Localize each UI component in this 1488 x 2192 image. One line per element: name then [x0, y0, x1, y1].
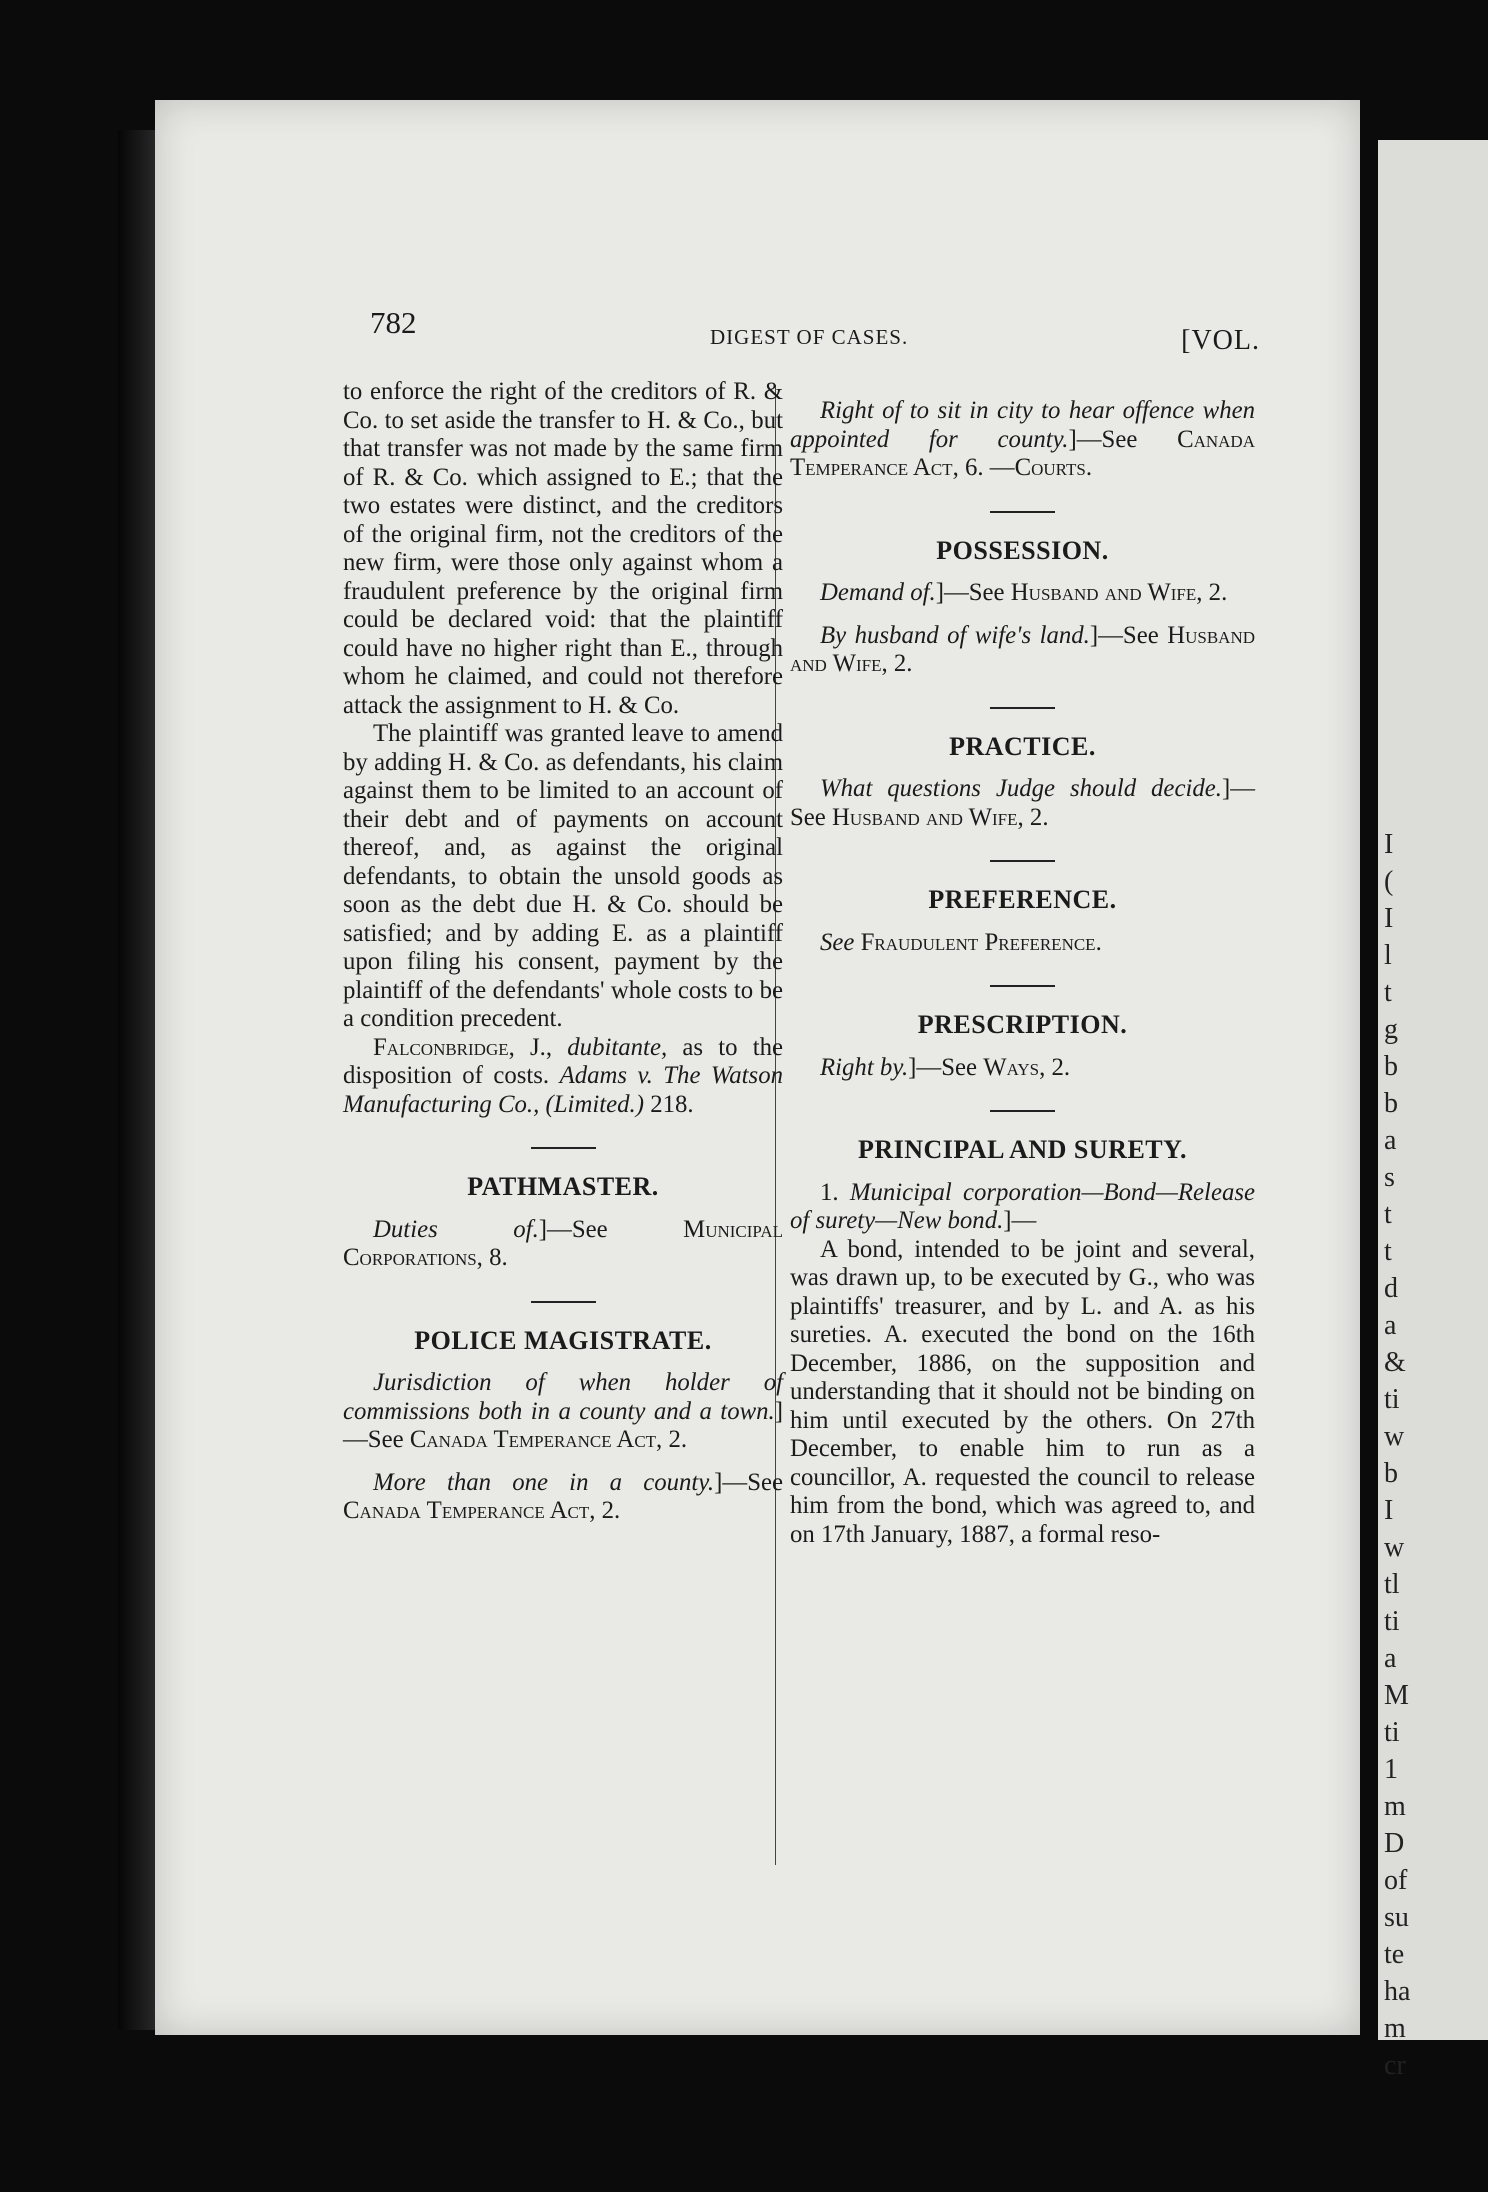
- adjacent-page-fragment: D: [1384, 1828, 1405, 1859]
- adjacent-page-fragment: M: [1384, 1680, 1409, 1711]
- costs-text: as to the disposition of costs.: [343, 1033, 783, 1089]
- entry-italic: What questions Judge should decide.: [820, 775, 1222, 802]
- adjacent-page-fragment: a: [1384, 1310, 1397, 1341]
- section-rule: [990, 707, 1055, 709]
- adjacent-page-fragment: ti: [1384, 1606, 1400, 1637]
- adjacent-page-fragment: (: [1384, 866, 1394, 897]
- cross-ref: Husband and Wife,: [832, 803, 1024, 831]
- entry-right-to-sit: [790, 397, 1255, 483]
- entry-police-jurisdiction: [343, 1369, 783, 1455]
- heading-practice: PRACTICE.: [949, 731, 1096, 761]
- principal-surety-body: A bond, intended to be joint and several, was drawn up, to be executed by G., who was plaintiffs' treasurer, and by L. and A. as his sureties. A. executed the bond on the 16th December, 1886, on the supposition and understanding that it should not be binding on him until executed by the others. On 27th December, to enable him to run as a councillor, A. requested the council to release him from the bond, which was agreed to, and on 17th January, 1887, a formal reso-: [790, 1235, 1255, 1548]
- entry-pathmaster-duties: [343, 1216, 783, 1273]
- see-ref: ]—See: [1089, 621, 1159, 649]
- heading-pathmaster: PATHMASTER.: [467, 1172, 659, 1201]
- section-rule: [990, 511, 1055, 513]
- adjacent-page-fragment: w: [1384, 1532, 1405, 1563]
- adjacent-page-fragment: m: [1384, 2013, 1406, 2044]
- ref-number: 2.: [1029, 803, 1049, 831]
- binding-shadow: [118, 130, 158, 2030]
- falconbridge-note: [343, 1034, 783, 1120]
- cross-ref: Ways,: [983, 1053, 1046, 1081]
- see-ref: See: [820, 928, 855, 956]
- entry-italic: Jurisdiction of when holder of commissions both in a county and a town.: [343, 1369, 783, 1425]
- see-ref: ]—See: [790, 775, 1255, 831]
- heading-preference: PREFERENCE.: [928, 885, 1117, 914]
- section-rule: [531, 1301, 596, 1303]
- running-header: [370, 305, 1260, 355]
- adjacent-page-fragment: te: [1384, 1939, 1405, 1970]
- see-ref: ]—See: [538, 1215, 608, 1243]
- adjacent-page-fragment: m: [1384, 1791, 1406, 1822]
- entry-italic: Right of to sit in city to hear offence when appointed for county.: [790, 397, 1255, 453]
- entry-preference: [790, 929, 1255, 958]
- see-ref: ]—See: [908, 1053, 978, 1081]
- adjacent-page-fragment: of: [1384, 1865, 1408, 1896]
- entry-italic: Municipal corporation—Bond—Release of surety—New bond.: [790, 1178, 1256, 1234]
- adjacent-page-fragment: l: [1384, 940, 1392, 971]
- case-page: 218.: [650, 1090, 694, 1118]
- section-rule: [531, 1147, 596, 1149]
- heading-police-magistrate: POLICE MAGISTRATE.: [414, 1325, 712, 1355]
- ref-number: 2.: [668, 1426, 688, 1453]
- entry-possession-demand: [790, 579, 1255, 608]
- judge-name: Falconbridge, J.,: [373, 1033, 553, 1061]
- entry-italic: Right by.: [820, 1053, 909, 1081]
- cross-ref-courts: —Courts.: [989, 454, 1093, 481]
- cross-ref: Canada Temperance Act,: [409, 1426, 663, 1453]
- see-ref: ]—See: [714, 1468, 783, 1496]
- see-ref: ]—See: [935, 579, 1005, 606]
- entry-number: 1.: [820, 1178, 839, 1206]
- adjacent-page-fragment: g: [1384, 1014, 1398, 1045]
- ref-number: 6.: [964, 454, 984, 481]
- cross-ref: Municipal Corporations,: [343, 1215, 783, 1271]
- heading-prescription: PRESCRIPTION.: [917, 1010, 1128, 1039]
- entry-principal-surety-title: [790, 1179, 1255, 1236]
- adjacent-page-fragment: s: [1384, 1162, 1395, 1193]
- adjacent-page-fragment: su: [1384, 1902, 1409, 1933]
- ref-number: 2.: [1208, 579, 1228, 606]
- page-number: 782: [370, 305, 417, 340]
- adjacent-page-fragment: ti: [1384, 1717, 1400, 1748]
- adjacent-page-fragment: &: [1384, 1347, 1406, 1378]
- adjacent-page-fragment: ha: [1384, 1976, 1411, 2007]
- continuation-paragraph: to enforce the right of the creditors of R. & Co. to set aside the transfer to H. & Co., but that transfer was not made by the same firm of R. & Co. which assigned to E.; that the two estates were distinct, and the creditors of the original firm, not the creditors of the new firm, were those only against whom a fraudulent preference by the original firm could be declared void: that the plaintiff could have no higher right than E., through whom he claimed, and could not therefore attack the assignment to H. & Co.: [343, 378, 783, 719]
- adjacent-page-fragment: t: [1384, 1199, 1392, 1230]
- see-ref: ]—See: [1068, 425, 1138, 453]
- cross-ref: Fraudulent Preference.: [860, 928, 1102, 956]
- entry-italic: More than one in a county.: [373, 1468, 715, 1496]
- adjacent-page-fragment: b: [1384, 1458, 1398, 1489]
- adjacent-page-fragment: I: [1384, 903, 1394, 934]
- adjacent-page-fragment: I: [1384, 829, 1394, 860]
- entry-italic: Demand of.: [820, 579, 936, 606]
- adjacent-page-fragment: t: [1384, 977, 1392, 1008]
- entry-close: ]—: [1003, 1207, 1037, 1234]
- adjacent-page-fragment: a: [1384, 1643, 1397, 1674]
- ref-number: 2.: [601, 1497, 621, 1524]
- adjacent-page-fragment: w: [1384, 1421, 1405, 1452]
- entry-possession-husband: [790, 622, 1255, 679]
- cross-ref: Husband and Wife,: [790, 621, 1256, 677]
- ref-number: 2.: [1051, 1053, 1071, 1081]
- section-rule: [990, 860, 1055, 862]
- section-rule: [990, 1110, 1055, 1112]
- right-column: [790, 397, 1255, 1549]
- cross-ref: Canada Temperance Act,: [790, 425, 1255, 481]
- adjacent-page-fragment: b: [1384, 1051, 1398, 1082]
- heading-principal-surety: PRINCIPAL AND SURETY.: [857, 1135, 1188, 1164]
- adjacent-page-fragment: a: [1384, 1125, 1397, 1156]
- case-name: Adams v. The Watson Manufacturing Co., (Limited.): [343, 1062, 783, 1118]
- adjacent-page-fragment: tl: [1384, 1569, 1400, 1600]
- running-title: DIGEST OF CASES.: [710, 325, 909, 349]
- adjacent-page-fragment: d: [1384, 1273, 1398, 1304]
- ref-number: 8.: [489, 1244, 508, 1271]
- see-ref: ]—See: [343, 1397, 783, 1453]
- section-rule: [990, 985, 1055, 987]
- cross-ref: Husband and Wife,: [1010, 579, 1203, 606]
- heading-possession: POSSESSION.: [936, 535, 1109, 565]
- amend-paragraph: The plaintiff was granted leave to amend by adding H. & Co. as defendants, his claim against them to be limited to an account of their debt and of payments on account thereof, and, as against the original defendants, to obtain the unsold goods as soon as the debt due H. & Co. should be satisfied; and by adding E. as a plaintiff upon filing his consent, payment by the plaintiff of the defendants' whole costs to be a condition precedent.: [343, 720, 783, 1032]
- entry-police-more-than-one: [343, 1469, 783, 1526]
- entry-prescription: [790, 1054, 1255, 1083]
- adjacent-page-fragment: ti: [1384, 1384, 1400, 1415]
- adjacent-page-fragment: cr: [1384, 2050, 1406, 2081]
- dubitante: dubitante,: [567, 1033, 668, 1061]
- left-column: [343, 378, 783, 1540]
- adjacent-page-fragment: t: [1384, 1236, 1392, 1267]
- entry-practice-questions: [790, 775, 1255, 832]
- entry-italic: By husband of wife's land.: [820, 621, 1090, 649]
- adjacent-page: [1378, 140, 1488, 2081]
- entry-italic: Duties of.: [373, 1215, 539, 1243]
- ref-number: 2.: [893, 650, 913, 677]
- cross-ref: Canada Temperance Act,: [343, 1497, 596, 1524]
- adjacent-page-fragment: 1: [1384, 1754, 1398, 1785]
- adjacent-page-fragment: I: [1384, 1495, 1394, 1526]
- adjacent-page-fragment: b: [1384, 1088, 1398, 1119]
- volume-marker: [VOL.: [1181, 325, 1260, 356]
